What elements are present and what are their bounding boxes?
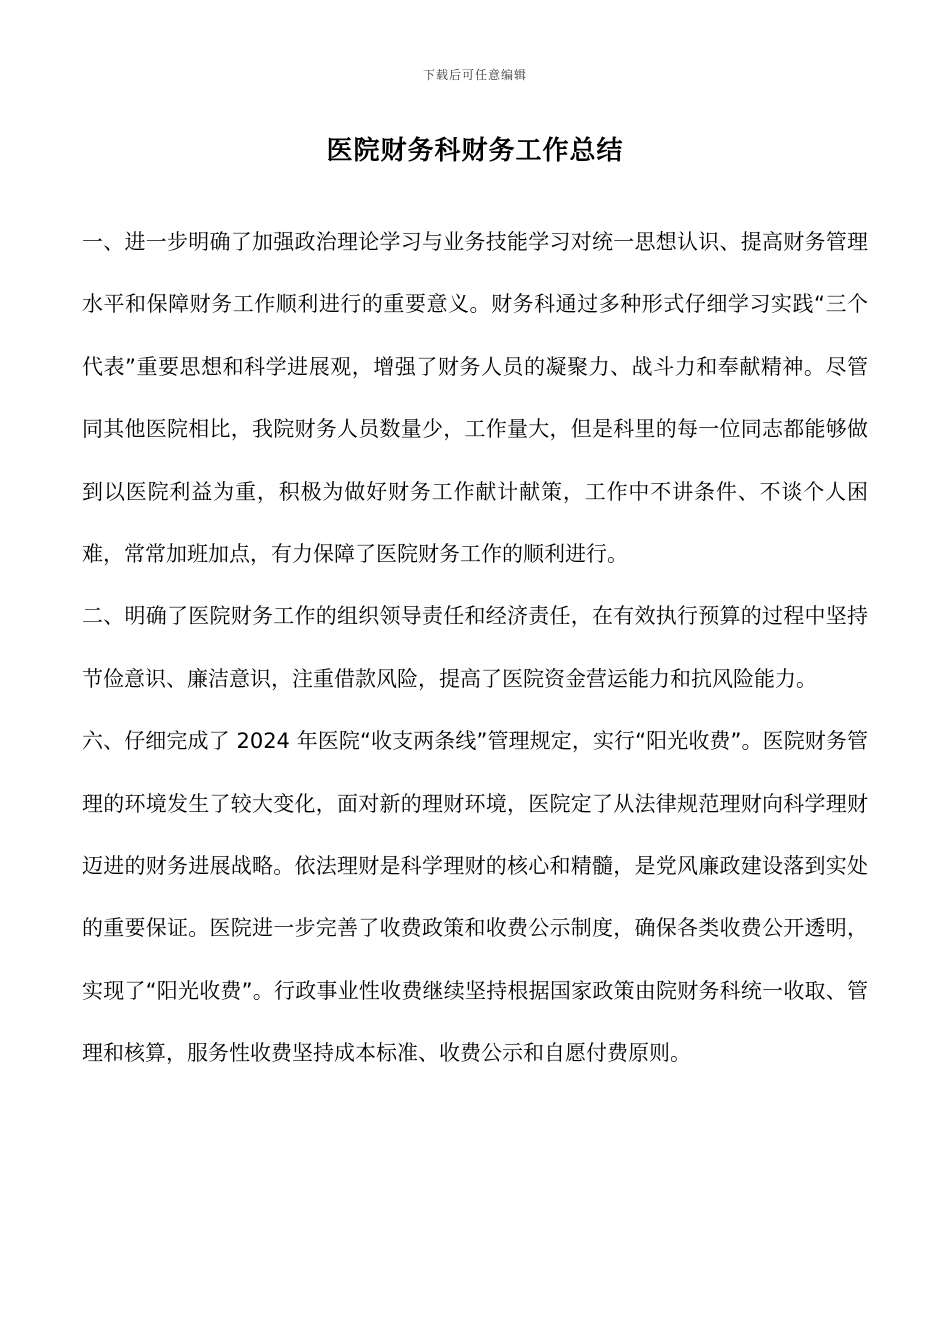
document-title: 医院财务科财务工作总结	[326, 136, 624, 166]
document-body	[82, 211, 868, 1085]
paragraph-3: 六、仔细完成了 2024 年医院“收支两条线”管理规定，实行“阳光收费”。医院财务管理的环境发生了较大变化，面对新的理财环境，医院定了从法律规范理财向科学理财迈进的财务进展战略。依法理财是科学理财的核心和精髓，是党风廉政建设落到实处的重要保证。医院进一步完善了收费政策和收费公示制度，确保各类收费公开透明，实现了“阳光收费”。行政事业性收费继续坚持根据国家政策由院财务科统一收取、管理和核算，服务性收费坚持成本标准、收费公示和自愿付费原则。	[82, 729, 868, 1066]
paragraph-1: 一、进一步明确了加强政治理论学习与业务技能学习对统一思想认识、提高财务管理水平和保障财务工作顺利进行的重要意义。财务科通过多种形式仔细学习实践“三个代表”重要思想和科学进展观，增强了财务人员的凝聚力、战斗力和奉献精神。尽管同其他医院相比，我院财务人员数量少，工作量大，但是科里的每一位同志都能够做到以医院利益为重，积极为做好财务工作献计献策，工作中不讲条件、不谈个人困难，常常加班加点，有力保障了医院财务工作的顺利进行。	[82, 230, 868, 567]
header-note: 下载后可任意编辑	[422, 68, 527, 82]
paragraph-2: 二、明确了医院财务工作的组织领导责任和经济责任，在有效执行预算的过程中坚持节俭意识、廉洁意识，注重借款风险，提高了医院资金营运能力和抗风险能力。	[82, 604, 868, 691]
